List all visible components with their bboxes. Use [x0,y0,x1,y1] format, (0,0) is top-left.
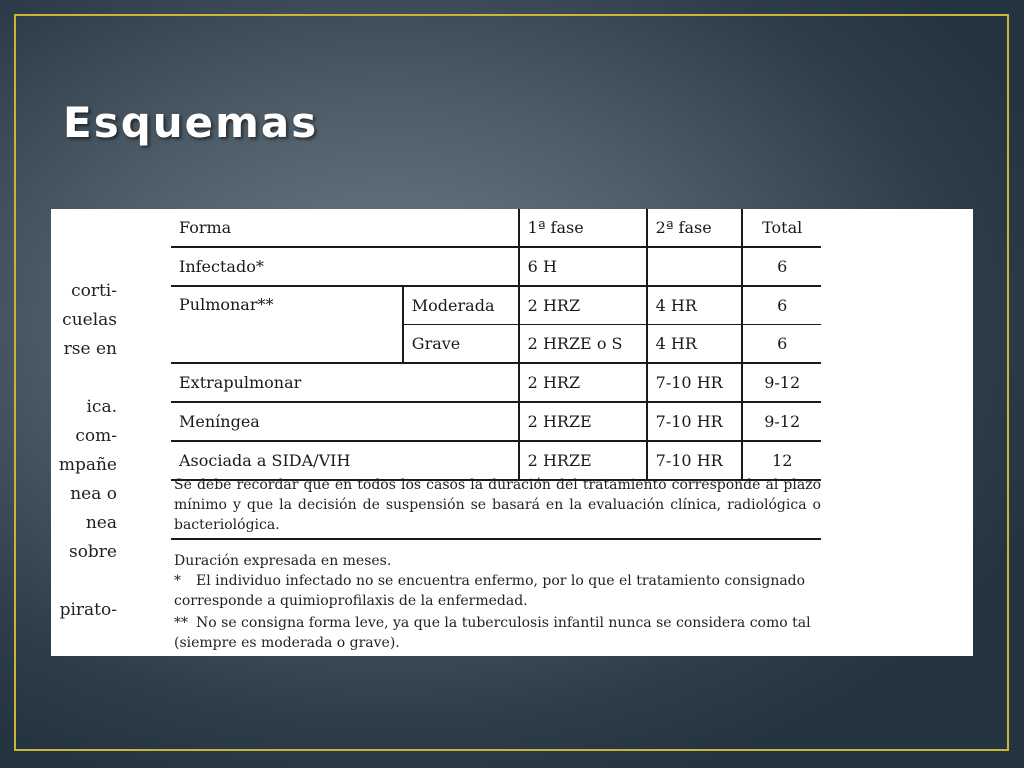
cell-fase2 [647,247,743,286]
cell-fase2: 7-10 HR [647,363,743,402]
cell-fase1: 2 HRZ [519,363,647,402]
text-fragment: com- [75,426,117,446]
footnote-2 [174,613,821,653]
cell-forma: Infectado* [171,247,519,286]
footnote-divider [171,538,821,540]
slide-title: Esquemas [63,98,319,147]
cell-forma: Asociada a SIDA/VIH [171,441,519,480]
cell-total: 6 [742,247,821,286]
scanned-table-image [51,209,973,656]
text-fragment: pirato- [59,600,117,620]
cell-fase1: 2 HRZ [519,286,647,325]
cell-fase2: 7-10 HR [647,402,743,441]
text-fragment: nea [85,513,117,533]
header-forma: Forma [171,209,519,247]
table-remark [174,475,821,535]
footnote-1 [174,571,821,611]
cell-fase2: 4 HR [647,286,743,325]
cell-total: 9-12 [742,402,821,441]
text-fragment: ica. [86,397,117,417]
text-fragment: cuelas [62,310,117,330]
header-fase1: 1ª fase [519,209,647,247]
header-total: Total [742,209,821,247]
cell-total: 6 [742,325,821,364]
cropped-left-text [51,209,121,656]
cell-fase1: 2 HRZE [519,441,647,480]
footnote-mark: ** [174,615,188,631]
footnote-mark: * [174,573,181,589]
cell-fase2: 7-10 HR [647,441,743,480]
text-fragment: nea o [70,484,117,504]
footnote-duration: Duración expresada en meses. [174,553,392,569]
cell-severity: Grave [403,325,519,364]
cell-fase1: 6 H [519,247,647,286]
text-fragment: rse en [63,339,117,359]
cell-fase2: 4 HR [647,325,743,364]
footnote-text: No se consigna forma leve, ya que la tuberculosis infantil nunca se considera como tal (siempre es moderada o grave). [174,615,811,651]
cell-severity: Moderada [403,286,519,325]
table-header-row [171,209,821,247]
cell-total: 12 [742,441,821,480]
text-fragment: corti- [71,281,117,301]
table-row [171,363,821,402]
cell-forma: Extrapulmonar [171,363,519,402]
cell-total: 6 [742,286,821,325]
cell-total: 9-12 [742,363,821,402]
footnote-text: El individuo infectado no se encuentra enfermo, por lo que el tratamiento consignado corresponde a quimioprofilaxis de la enfermedad. [174,573,806,609]
cell-fase1: 2 HRZE [519,402,647,441]
table-row [171,286,821,325]
header-fase2: 2ª fase [647,209,743,247]
treatment-scheme-table [171,209,821,481]
cell-forma: Pulmonar** [171,286,403,363]
text-fragment: mpañe [58,455,117,475]
table-row [171,402,821,441]
text-fragment: sobre [68,542,117,562]
cell-fase1: 2 HRZE o S [519,325,647,364]
cell-forma: Meníngea [171,402,519,441]
table-row [171,247,821,286]
remark-text: Se debe recordar que en todos los casos la duración del tratamiento corresponde al plazo mínimo y que la decisión de suspensión se basará en la evaluación clínica, radiológica o bacteriológica. [174,477,821,533]
